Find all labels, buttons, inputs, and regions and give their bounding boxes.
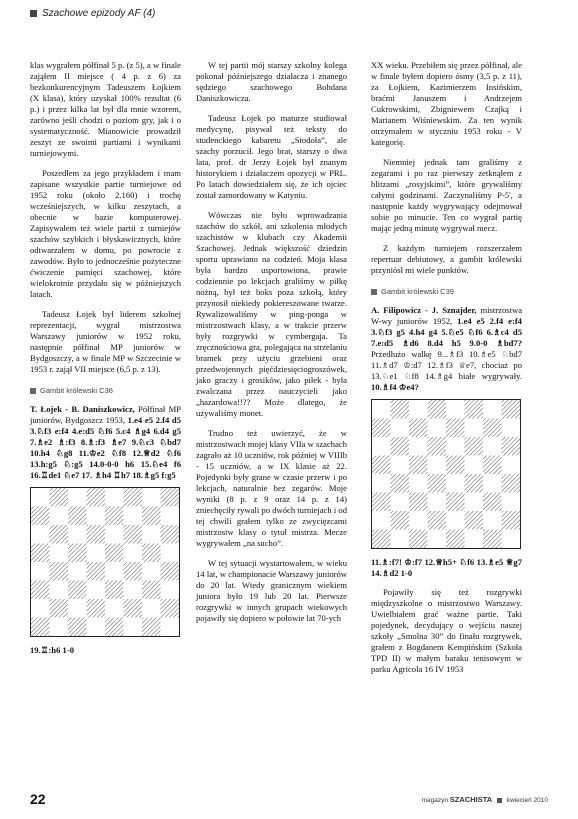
board-square <box>105 544 124 563</box>
board-square <box>87 599 106 618</box>
board-square <box>483 456 502 475</box>
game-notation <box>371 305 522 393</box>
board-square <box>50 618 69 637</box>
board-square <box>391 419 410 438</box>
board-square <box>68 544 87 563</box>
board-square <box>105 581 124 600</box>
board-square <box>446 493 465 512</box>
board-square <box>409 400 428 419</box>
board-square <box>142 544 161 563</box>
board-square <box>124 581 143 600</box>
board-square <box>161 599 180 618</box>
board-square <box>142 562 161 581</box>
board-square <box>465 493 484 512</box>
opening-label <box>371 286 522 297</box>
board-square <box>87 507 106 526</box>
game-result: 19.♖:h6 1-0 <box>30 645 74 655</box>
game-notation <box>30 404 181 481</box>
paragraph: XX wieku. Przebiłem się przez półfinał, ale w finale byłem dopiero ósmy (3,5 p. z 11), za Łojkiem, Kazimierzem Insińskim, braćmi Januszem i Andrzejem Cukrowskimi, Zbigniewem Czajką i Marianem Wiśniewskim. Za ten wynik otrzymałem w styczniu 1953 roku - V kategorię. <box>371 60 522 147</box>
board-square <box>502 400 521 419</box>
game-note: Przedłużo walkę 9...♗f3 10.♗e5 ♘bd7 11.♗d7 ♔:d7 12.♗f3 ♕e7, chociaż po 13.♘e1 ♘f8 14.♗g4 białe wygrywały. <box>371 349 522 381</box>
board-square <box>87 562 106 581</box>
board-square <box>105 618 124 637</box>
board-square <box>68 581 87 600</box>
opening-square-icon <box>371 289 377 295</box>
magazine-prefix: magazyn <box>421 797 448 804</box>
board-square <box>428 437 447 456</box>
board-square <box>465 530 484 549</box>
board-square <box>161 618 180 637</box>
board-square <box>105 488 124 507</box>
board-square <box>391 493 410 512</box>
board-square <box>446 530 465 549</box>
paragraph: klas wygrałem półfinał 5 p. (z 5), a w finale zająłem II miejsce ( 4 p. z 6) za bezkonkurencyjnym Tadeuszem Łojkiem (X klasa), który uzyskał 100% rezultat (6 p.) i przez kilka lat był dla mnie wzorem, zarówno jeśli chodzi o poziom gry, jak i o systematyczność. Mianowicie prowadził zeszyt ze swoimi partiami i wynikami turniejowymi. <box>30 60 181 158</box>
board-square <box>50 507 69 526</box>
board-square <box>68 618 87 637</box>
board-square <box>124 488 143 507</box>
board-square <box>31 581 50 600</box>
game-moves-continued: 10.♗f4 ♔e4? <box>371 382 419 392</box>
board-square <box>391 437 410 456</box>
board-square <box>87 488 106 507</box>
board-square <box>409 474 428 493</box>
board-square <box>105 599 124 618</box>
board-square <box>161 544 180 563</box>
board-square <box>502 530 521 549</box>
board-square <box>465 456 484 475</box>
board-square <box>142 618 161 637</box>
board-square <box>31 544 50 563</box>
board-square <box>50 488 69 507</box>
game-moves: 1.e4 e5 2.f4 d5 3.♘f3 e:f4 4.e:d5 ♘f6 5.c4 ♗g4 6.d4 g5 7.♗e2 ♗:f3 8.♗:f3 ♗e7 9.♘c3 ♘bd7 10.h4 ♘g8 11.♔e2 ♘f8 12.♕d2 ♘f6 13.h:g5 ♘:g5 14.0-0-0 h6 15.♘e4 f6 16.♖de1 ♘e7 17. ♗h4 ♖h7 18.♗g5 f:g5 <box>30 415 182 480</box>
board-square <box>409 437 428 456</box>
board-square <box>446 437 465 456</box>
game-players: A. Filipowicz - J. Sznajder, <box>371 305 477 315</box>
board-square <box>465 437 484 456</box>
board-square <box>68 562 87 581</box>
board-square <box>161 581 180 600</box>
board-square <box>446 511 465 530</box>
board-square <box>372 511 391 530</box>
board-square <box>50 544 69 563</box>
board-square <box>428 400 447 419</box>
board-square <box>502 511 521 530</box>
game-moves: 1.e4 e5 2.f4 e:f4 3.♘f3 g5 4.h4 g4 5.♘e5 ♘f6 6.♗c4 d5 7.e:d5 ♗d6 8.d4 h5 9.0-0 ♗bd7? <box>371 316 522 348</box>
board-square <box>142 525 161 544</box>
paragraph: Niemniej jednak tam graliśmy z zegarami i po raz pierwszy zetknąłem z blitzami „rosyjskimi”, które grywaliśmy całymi godzinami. Zaczynaliśmy P-5', a następnie każdy wygrywający odejmował sobie po minucie. Ten co wygrał partię mając jedną minutę wygrywał mecz. <box>371 157 522 233</box>
board-square <box>502 456 521 475</box>
paragraph: Tadeusz Łojek był liderem szkolnej reprezentacji, wygrał mistrzostwa Warszawy juniorów w 1952 roku, następnie półfinał MP juniorów w Bydgoszczy, a w finale MP w Szczecinie w 1953 r. zajął VII miejsce (6,5 p. z 13). <box>30 309 181 374</box>
board-square <box>391 530 410 549</box>
paragraph: Wówczas nie było wprowadzania szachów do szkół, ani szkolenia młodych szachistów w klubach czy Akademii Szachowej. Jednak większość dziedzin sportu uprawiano na codzień. Moja klasa była bardzo usportowiona, prawie codziennie po lekcjach graliśmy w piłkę nożną, był też boks poza szkołą, który przynosił niekiedy pokiereszowane twarze. Rywalizowaliśmy w ping-ponga w mistrzostwach klasy, a w trakcie przerw były rozgrywki w cymbergaja. Ta zręcznościowa gra, polegająca na strzelaniu bramek przy użyciu grzebieni oraz przedwojennych pięćdziesięciogroszówek, jako graczy i grosików, jako piłek - była zwalczana przez nauczycieli jako „hazardowa!!?? Może dlatego, że używaliśmy monet. <box>196 210 347 418</box>
board-square <box>483 530 502 549</box>
board-square <box>391 456 410 475</box>
board-square <box>31 599 50 618</box>
board-square <box>502 493 521 512</box>
board-square <box>31 618 50 637</box>
board-square <box>124 544 143 563</box>
board-square <box>465 400 484 419</box>
board-square <box>68 507 87 526</box>
board-square <box>372 493 391 512</box>
paragraph: Pojawiły się też rozgrywki międzyszkolne o mistrzostwo Warszawy. Uwielbiałem grać ważne partie. Taki pojedynek, decydujący o wejściu naszej szkoły „Smolna 30” do finału rozgrywek, grałem z Bogdanem Kempińskim (Szkoła TPD II) w małym baraku tenisowym w parku Agricola 16 IV 1953 <box>371 587 522 674</box>
board-square <box>372 419 391 438</box>
board-square <box>68 488 87 507</box>
board-square <box>31 562 50 581</box>
board-square <box>124 599 143 618</box>
board-square <box>142 599 161 618</box>
board-square <box>372 474 391 493</box>
opening-name: Gambit królewski C39 <box>381 287 454 296</box>
board-square <box>31 507 50 526</box>
page-number: 22 <box>30 791 46 807</box>
board-square <box>428 419 447 438</box>
opening-name: Gambit królewski C36 <box>40 386 113 395</box>
board-square <box>409 493 428 512</box>
board-square <box>428 493 447 512</box>
paragraph: Z każdym turniejem rozszerzałem repertuar debiutowy, a gambit królewski przyniósł mi wiele punktów. <box>371 243 522 275</box>
board-square <box>502 437 521 456</box>
paragraph: Poszedłem za jego przykładem i mam zapisane wszystkie partie turniejowe od 1952 roku (około 2.160) i trochę wcześniejszych, w kilku zeszytach, a obecnie w bazie komputerowej. Zapisywałem też wiele partii z turniejów szachów szybkich i błyskawicznych, które odtwarzałem w domu, po powrocie z zawodów. Było to jednocześnie pożyteczne ćwiczenie pamięci szachowej, które wielokrotnie przydało się w późniejszych latach. <box>30 168 181 299</box>
board-square <box>391 400 410 419</box>
board-square <box>502 419 521 438</box>
board-square <box>483 437 502 456</box>
board-square <box>465 511 484 530</box>
board-square <box>50 581 69 600</box>
board-square <box>446 456 465 475</box>
section-header <box>30 8 155 19</box>
board-square <box>87 525 106 544</box>
board-square <box>391 511 410 530</box>
board-square <box>428 456 447 475</box>
board-square <box>161 507 180 526</box>
board-square <box>372 437 391 456</box>
board-square <box>124 618 143 637</box>
board-square <box>50 562 69 581</box>
board-square <box>428 474 447 493</box>
board-square <box>105 525 124 544</box>
board-square <box>483 400 502 419</box>
board-square <box>50 525 69 544</box>
board-square <box>483 419 502 438</box>
game-event: mistrzostwa W-wy juniorów 1952, <box>371 305 523 326</box>
board-square <box>372 456 391 475</box>
magazine-credit <box>422 795 548 804</box>
game-players: T. Łojek - B. Daniszkowicz, <box>30 404 135 414</box>
board-square <box>142 507 161 526</box>
board-square <box>409 511 428 530</box>
board-square <box>124 507 143 526</box>
board-square <box>483 511 502 530</box>
game-event: Półfinał MP juniorów, Bydgoszcz 1953, <box>30 404 182 425</box>
board-square <box>87 544 106 563</box>
board-square <box>428 511 447 530</box>
board-square <box>161 488 180 507</box>
header-square-icon <box>30 10 37 17</box>
column-3 <box>371 60 522 684</box>
board-square <box>409 530 428 549</box>
opening-label <box>30 385 181 396</box>
column-2 <box>196 60 347 633</box>
board-square <box>446 400 465 419</box>
chess-diagram <box>30 487 180 637</box>
board-square <box>391 474 410 493</box>
board-square <box>428 530 447 549</box>
paragraph: Tadeusz Łojek po maturze studiował medycynę, pisywał też teksty do studenckiego kabaretu „Stodoła”, ale szachy porzucił. Jego brat, starszy o dwa lata, prof. dr Jerzy Łojek był znanym historykiem i działaczem opozycji w PRL. Po latach dowiedziałem się, że ich ojciec został zamordowany w Katyniu. <box>196 113 347 200</box>
board-square <box>446 474 465 493</box>
board-square <box>87 581 106 600</box>
board-square <box>409 456 428 475</box>
board-square <box>465 474 484 493</box>
board-square <box>68 525 87 544</box>
section-title: Szachowe epizody AF (4) <box>42 8 156 19</box>
page-footer <box>30 791 548 809</box>
board-square <box>161 525 180 544</box>
paragraph: W tej sytuacji wystartowałem, w wieku 14 lat, w championacie Warszawy juniorów do 20 lat. Wtedy granicznym wiekiem juniora było 19 lub 20 lat. Pierwsze rozgrywki w innych grupach wiekowych pojawiły się dopiero w połowie lat 70-ych <box>196 558 347 623</box>
paragraph: Trudno też uwierzyć, że w mistrzostwach mojej klasy VIIa w szachach zagrało aż 10 uczniów, rok później w VIIIb - 15 uczniów, a w IX klasie aż 22. Pojedynki były grane w czasie przerw i po lekcjach, naturalnie bez zegarów. Moje wyniki (8 p. z 9 oraz 14 p. z 14) zniechęciły rywali po dwóch turniejach i od tej chwili grałem tylko ze zwycięzcami mistrzostw klasy o tytuł mistrza. Mecze wygrywałem „na sucho”. <box>196 428 347 548</box>
board-square <box>105 507 124 526</box>
board-square <box>409 419 428 438</box>
issue-date: kwiecień 2010 <box>506 797 548 804</box>
board-square <box>446 419 465 438</box>
board-square <box>465 419 484 438</box>
board-square <box>124 525 143 544</box>
board-square <box>105 562 124 581</box>
opening-square-icon <box>30 388 36 394</box>
board-square <box>142 581 161 600</box>
chess-diagram <box>371 399 521 549</box>
board-square <box>87 618 106 637</box>
game-result: 11.♗:f7! ♔:f7 12.♕h5+ ♘f6 13.♗e5 ♕g7 14.♗d2 1-0 <box>371 557 522 578</box>
column-1 <box>30 60 181 656</box>
board-square <box>372 400 391 419</box>
board-square <box>372 530 391 549</box>
board-square <box>142 488 161 507</box>
board-square <box>502 474 521 493</box>
board-square <box>31 488 50 507</box>
board-square <box>161 562 180 581</box>
paragraph: W tej partii mój starszy szkolny kolega pokonał późniejszego działacza i znanego sędziego szachowego Bohdana Daniszkowicza. <box>196 60 347 103</box>
board-square <box>50 599 69 618</box>
board-square <box>483 493 502 512</box>
board-square <box>483 474 502 493</box>
separator-square-icon <box>497 798 502 803</box>
magazine-name: SZACHISTA <box>449 795 493 804</box>
board-square <box>68 599 87 618</box>
board-square <box>124 562 143 581</box>
board-square <box>31 525 50 544</box>
